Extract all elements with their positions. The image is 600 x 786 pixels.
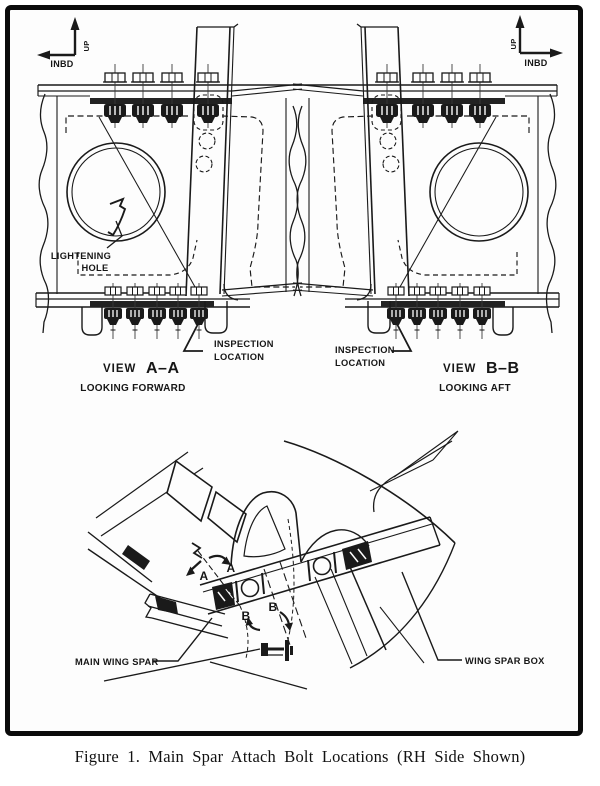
attach-bolt-hole — [314, 558, 331, 575]
main-wing-spar-leader — [153, 618, 212, 661]
view-a-labels — [51, 251, 274, 394]
inspection-location-label-line2: LOCATION — [214, 352, 265, 362]
view-b-drawing — [293, 24, 559, 351]
view-b-labels — [335, 345, 520, 394]
lightening-hole-label-line1: LIGHTENING — [50, 251, 112, 261]
view-a-drawing — [36, 24, 302, 351]
inspection-location-label-line2: LOCATION — [335, 358, 386, 368]
orientation-axes-right — [509, 15, 563, 68]
cabin-window — [167, 461, 212, 521]
up-label-left: UP — [82, 40, 91, 52]
view-a-title-name: A–A — [146, 360, 180, 377]
view-b-title-name: B–B — [486, 360, 520, 377]
up-arrow-icon — [71, 17, 80, 55]
section-letter-a2: A — [226, 561, 236, 575]
view-a-title-word: VIEW — [103, 363, 137, 375]
lightening-hole-leader — [107, 221, 122, 248]
isometric-aircraft-drawing — [75, 431, 545, 689]
up-label-right: UP — [509, 38, 518, 50]
figure-caption: Figure 1. Main Spar Attach Bolt Locations (RH Side Shown) — [74, 747, 526, 766]
main-wing-spar-label: MAIN WING SPAR — [75, 657, 159, 667]
inbd-label-left: INBD — [50, 59, 74, 69]
inspection-location-label-line1: INSPECTION — [335, 345, 395, 355]
safety-clip-symbol — [108, 199, 125, 235]
inspection-location-label-line1: INSPECTION — [214, 339, 274, 349]
attach-bolt-detail — [261, 640, 293, 661]
view-b-direction: LOOKING AFT — [439, 383, 511, 394]
section-letter-a1: A — [199, 569, 209, 583]
section-letter-b1: B — [241, 609, 251, 623]
view-b-title-word: VIEW — [443, 363, 477, 375]
section-letter-b2: B — [268, 600, 278, 614]
view-a-direction: LOOKING FORWARD — [80, 383, 186, 394]
wing-spar-box-label: WING SPAR BOX — [465, 656, 545, 666]
inbd-arrow-icon — [520, 49, 563, 58]
orientation-axes-left — [37, 17, 91, 69]
lightening-hole-label-line2: HOLE — [81, 263, 109, 273]
attach-bolt-hole — [242, 580, 259, 597]
inbd-label-right: INBD — [524, 58, 548, 68]
break-symbol — [192, 543, 202, 558]
cabin-window — [208, 492, 246, 542]
